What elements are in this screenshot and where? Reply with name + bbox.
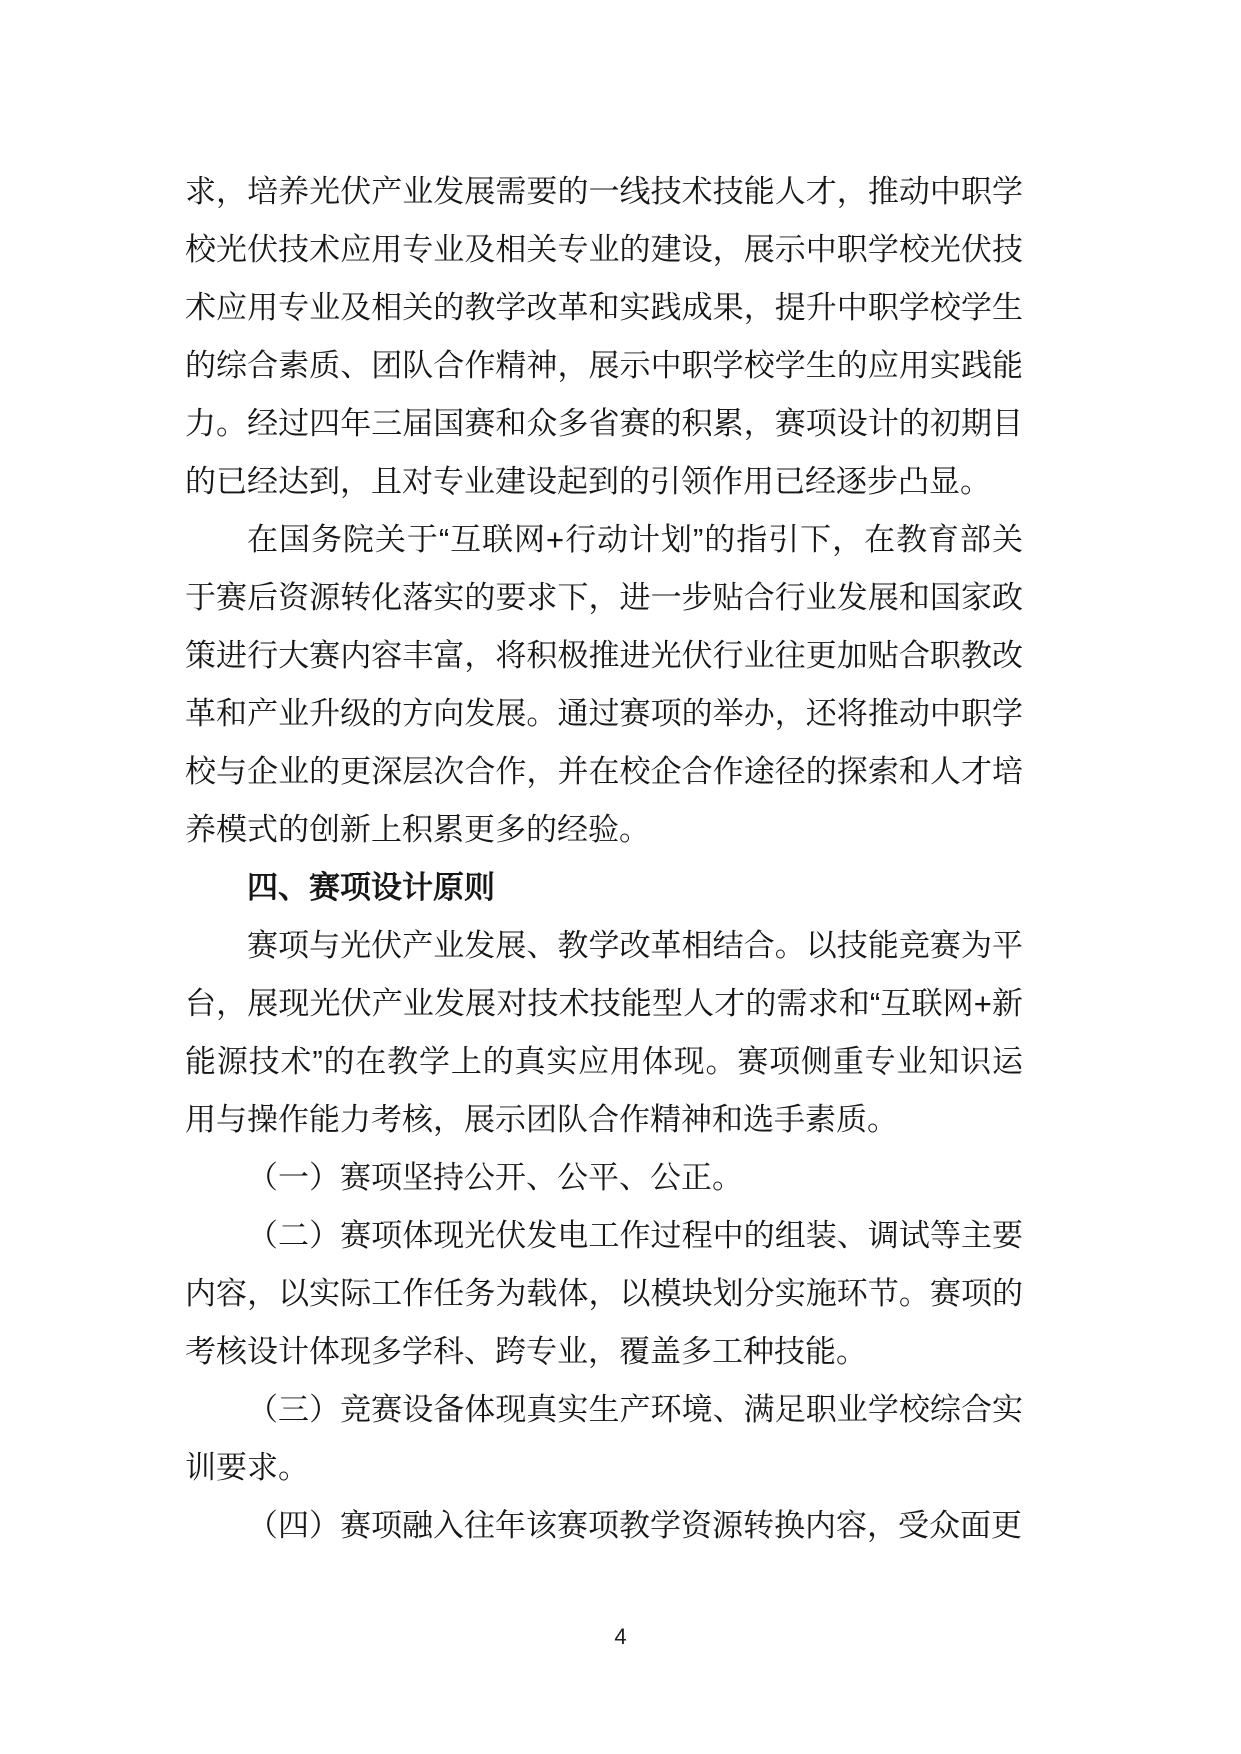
list-item-2: （二）赛项体现光伏发电工作过程中的组装、调试等主要内容，以实际工作任务为载体，以模块划分实施环节。赛项的考核设计体现多学科、跨专业，覆盖多工种技能。: [185, 1218, 1023, 1369]
page-body: [185, 163, 1023, 1555]
list-item-3: （三）竞赛设备体现真实生产环境、满足职业学校综合实训要求。: [185, 1392, 1023, 1485]
list-item-4: （四）赛项融入往年该赛项教学资源转换内容，受众面更: [247, 1508, 1022, 1543]
paragraph-continuation: 求，培养光伏产业发展需要的一线技术技能人才，推动中职学校光伏技术应用专业及相关专业的建设，展示中职学校光伏技术应用专业及相关的教学改革和实践成果，提升中职学校学生的综合素质、团队合作精神，展示中职学校学生的应用实践能力。经过四年三届国赛和众多省赛的积累，赛项设计的初期目的已经达到，且对专业建设起到的引领作用已经逐步凸显。: [185, 174, 1023, 499]
page-footer: [0, 1624, 1241, 1650]
paragraph: 在国务院关于“互联网+行动计划”的指引下，在教育部关于赛后资源转化落实的要求下，进一步贴合行业发展和国家政策进行大赛内容丰富，将积极推进光伏行业往更加贴合职教改革和产业升级的方向发展。通过赛项的举办，还将推动中职学校与企业的更深层次合作，并在校企合作途径的探索和人才培养模式的创新上积累更多的经验。: [185, 522, 1023, 847]
section-heading: 四、赛项设计原则: [247, 870, 495, 905]
paragraph: 赛项与光伏产业发展、教学改革相结合。以技能竞赛为平台，展现光伏产业发展对技术技能型人才的需求和“互联网+新能源技术”的在教学上的真实应用体现。赛项侧重专业知识运用与操作能力考核，展示团队合作精神和选手素质。: [185, 928, 1023, 1137]
page-number: 4: [614, 1624, 627, 1649]
list-item-1: （一）赛项坚持公开、公平、公正。: [247, 1160, 743, 1195]
